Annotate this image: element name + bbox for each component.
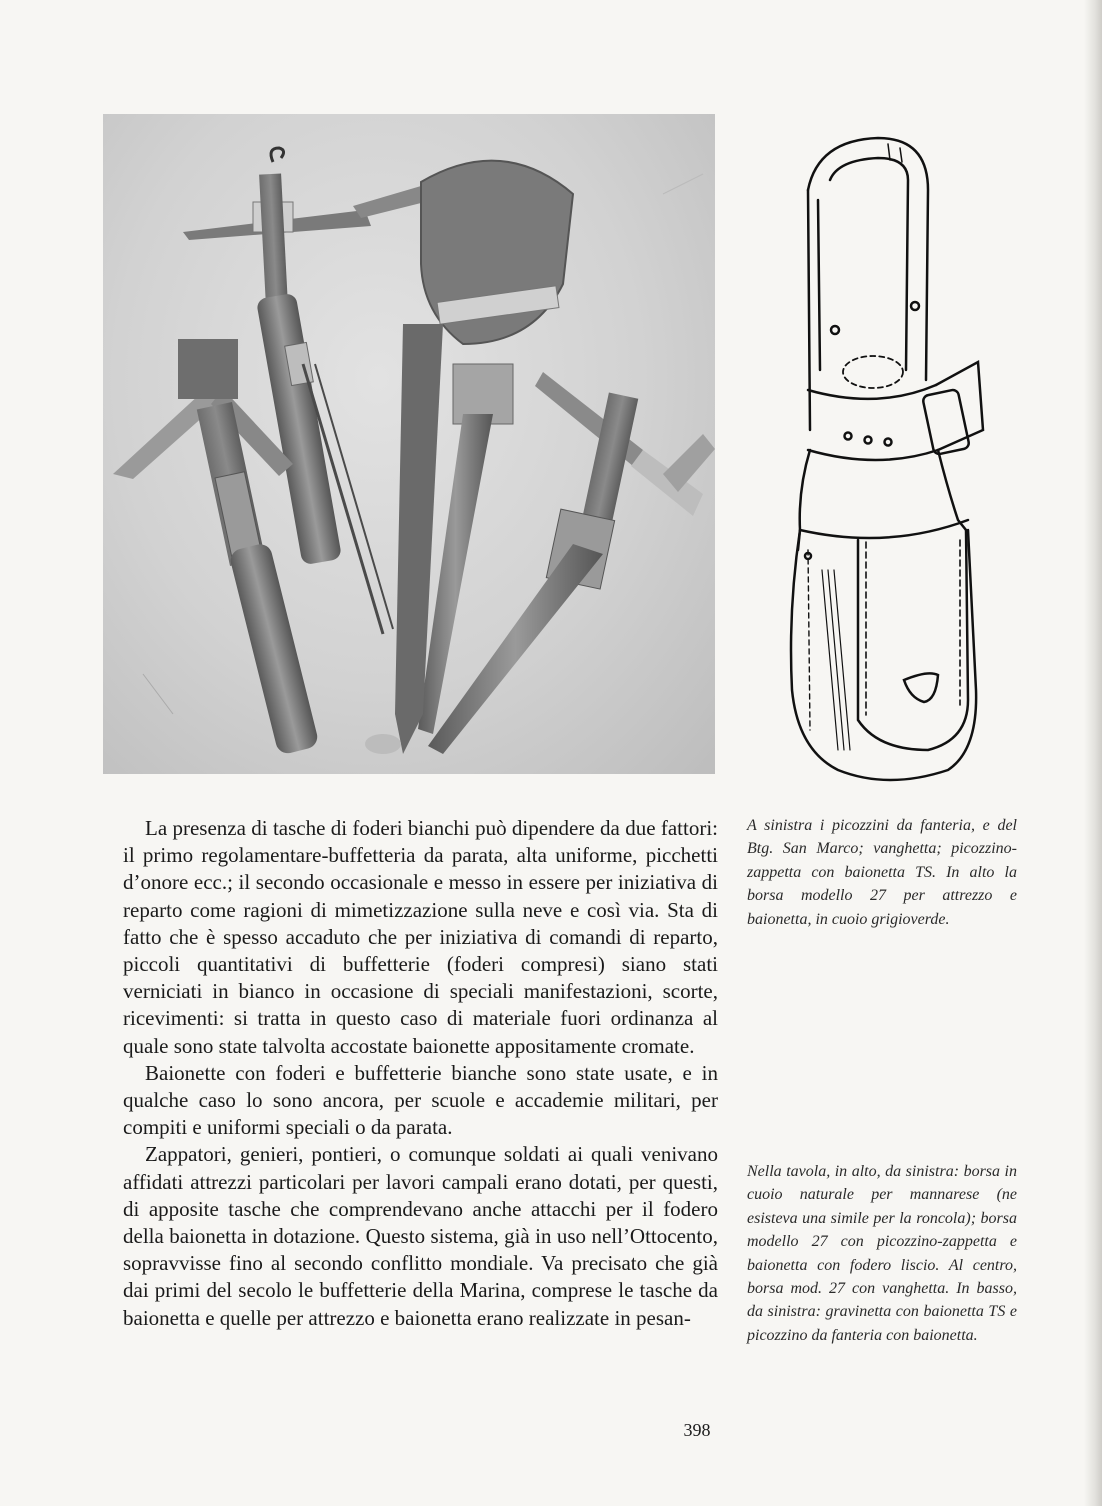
caption-top: A sinistra i picozzini da fanteria, e del Btg. San Marco; vanghetta; picozzino-zappetta con baionetta TS. In alto la borsa modello 27 per attrezzo e baionetta, in cuoio grigioverde. [747, 817, 1017, 928]
caption-bottom: Nella tavola, in alto, da sinistra: borsa in cuoio naturale per mannarese (ne esisteva una simile per la roncola); borsa modello 27 con picozzino-zappetta e baionetta con fodero liscio. Al centro, borsa mod. 27 con vanghetta. In basso, da sinistra: gravinetta con baionetta TS e picozzino da fanteria con baionetta. [747, 1163, 1017, 1344]
tools-photograph [103, 114, 715, 774]
body-paragraph-3: Zappatori, genieri, pontieri, o comunque soldati ai quali venivano affidati attrezzi particolari per lavori campali erano dotati, per questi, di apposite tasche che comprendevano anche attacchi per il fodero della baionetta in dotazione. Questo sistema, già in uso nell’Ottocento, sopravvisse fino al secondo conflitto mondiale. Va precisato che già dai primi del secolo le buffetterie della Marina, comprese le tasche da baionetta e quelle per attrezzo e baionetta erano realizzate in pesan- [123, 1142, 718, 1330]
page-number: 398 [683, 1420, 711, 1440]
body-text [123, 815, 718, 1332]
shovel-tool [395, 161, 573, 754]
bag-sketch-illustration [778, 130, 1008, 800]
body-paragraph-2: Baionette con foderi e buffetterie bianche sono state usate, e in qualche caso lo sono ancora, per scuole e accademie militari, per compiti e uniformi speciali o da parata. [123, 1060, 718, 1140]
body-paragraph-1: La presenza di tasche di foderi bianchi può dipendere da due fattori: il primo regolamentare-buffetteria da parata, alta uniforme, picchetti d’onore ecc.; il secondo occasionale e messo in essere per iniziativa di reparto come ragioni di mimetizzazione sulla neve e così via. Sta di fatto che è spesso accaduto che per iniziativa di comandi di reparto, piccoli quantitativi di buffetterie (foderi compresi) siano stati verniciati in bianco in occasione di speciali manifestazioni, scorte, ricevimenti: si tratta in questo caso di materiale fuori ordinanza al quale sono state talvolta accostate baionette appositamente cromate. [123, 816, 718, 1058]
page-edge [1084, 0, 1102, 1506]
